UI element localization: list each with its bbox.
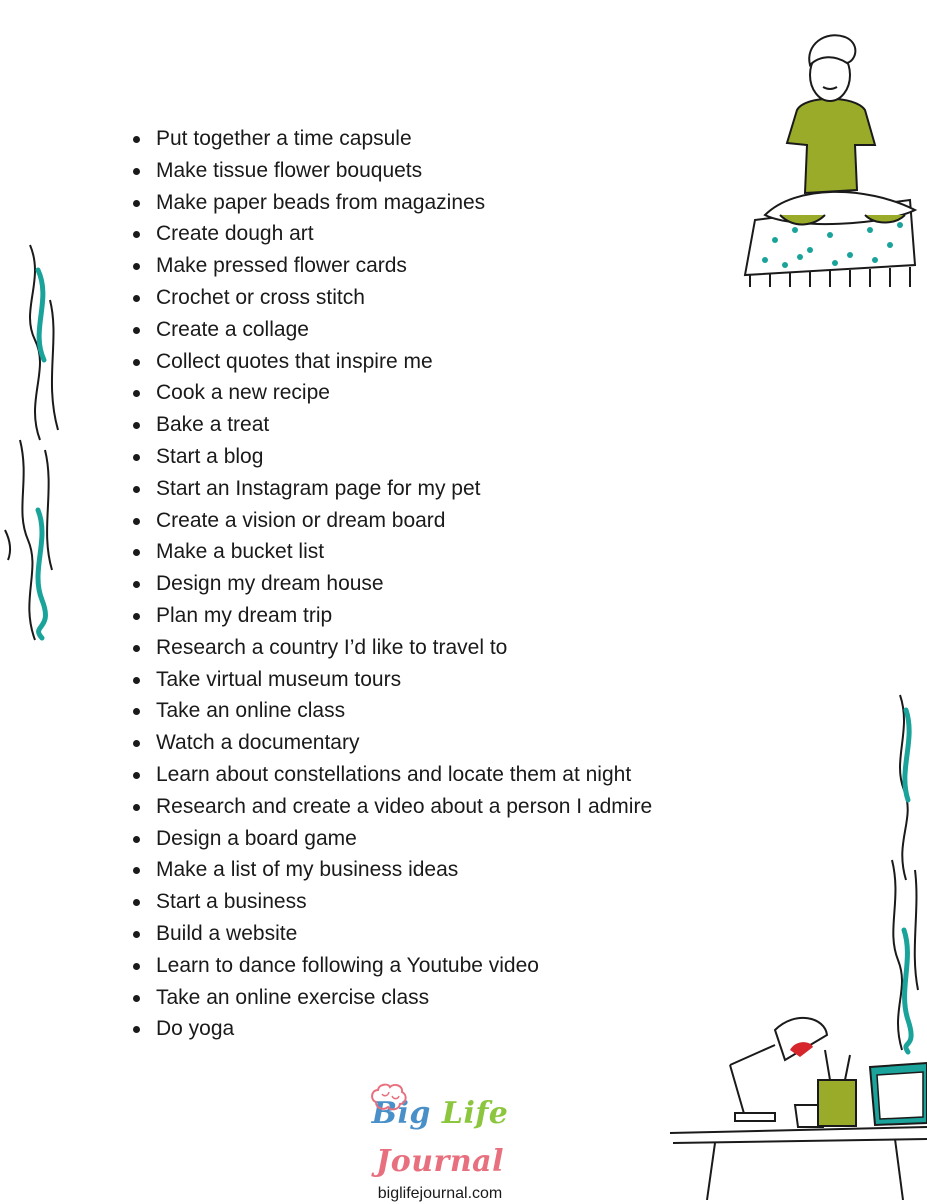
list-item: Crochet or cross stitch [130,282,652,314]
list-item: Research a country I’d like to travel to [130,632,652,664]
brain-icon [368,1082,408,1116]
website-url[interactable]: biglifejournal.com [377,1185,503,1202]
logo-text [330,1090,550,1186]
girl-sitting-illustration [735,25,925,295]
list-item: Learn to dance following a Youtube video [130,950,652,982]
left-wave-decoration [0,240,70,650]
list-item: Create a vision or dream board [130,505,652,537]
list-item: Bake a treat [130,409,652,441]
list-item: Put together a time capsule [130,123,652,155]
list-item: Do yoga [130,1013,652,1045]
list-item: Take an online class [130,695,652,727]
activity-list [130,123,652,1045]
list-item: Take an online exercise class [130,982,652,1014]
logo-life: Life [441,1096,509,1131]
list-item: Make pressed flower cards [130,250,652,282]
list-item: Take virtual museum tours [130,664,652,696]
list-item: Design a board game [130,823,652,855]
list-item: Cook a new recipe [130,377,652,409]
list-item: Make a list of my business ideas [130,854,652,886]
list-item: Plan my dream trip [130,600,652,632]
list-item: Build a website [130,918,652,950]
desk-lamp-illustration [665,1005,927,1200]
list-item: Research and create a video about a person I admire [130,791,652,823]
list-item: Create a collage [130,314,652,346]
logo-journal: Journal [376,1144,504,1179]
list-item: Design my dream house [130,568,652,600]
list-item: Make tissue flower bouquets [130,155,652,187]
list-item: Start an Instagram page for my pet [130,473,652,505]
list-item: Make a bucket list [130,536,652,568]
list-item: Watch a documentary [130,727,652,759]
list-item: Start a business [130,886,652,918]
list-item: Make paper beads from magazines [130,187,652,219]
list-item: Start a blog [130,441,652,473]
big-life-journal-logo[interactable] [330,1082,550,1204]
logo-big: Big [371,1096,431,1131]
list-item: Learn about constellations and locate them at night [130,759,652,791]
list-item: Create dough art [130,218,652,250]
list-item: Collect quotes that inspire me [130,346,652,378]
